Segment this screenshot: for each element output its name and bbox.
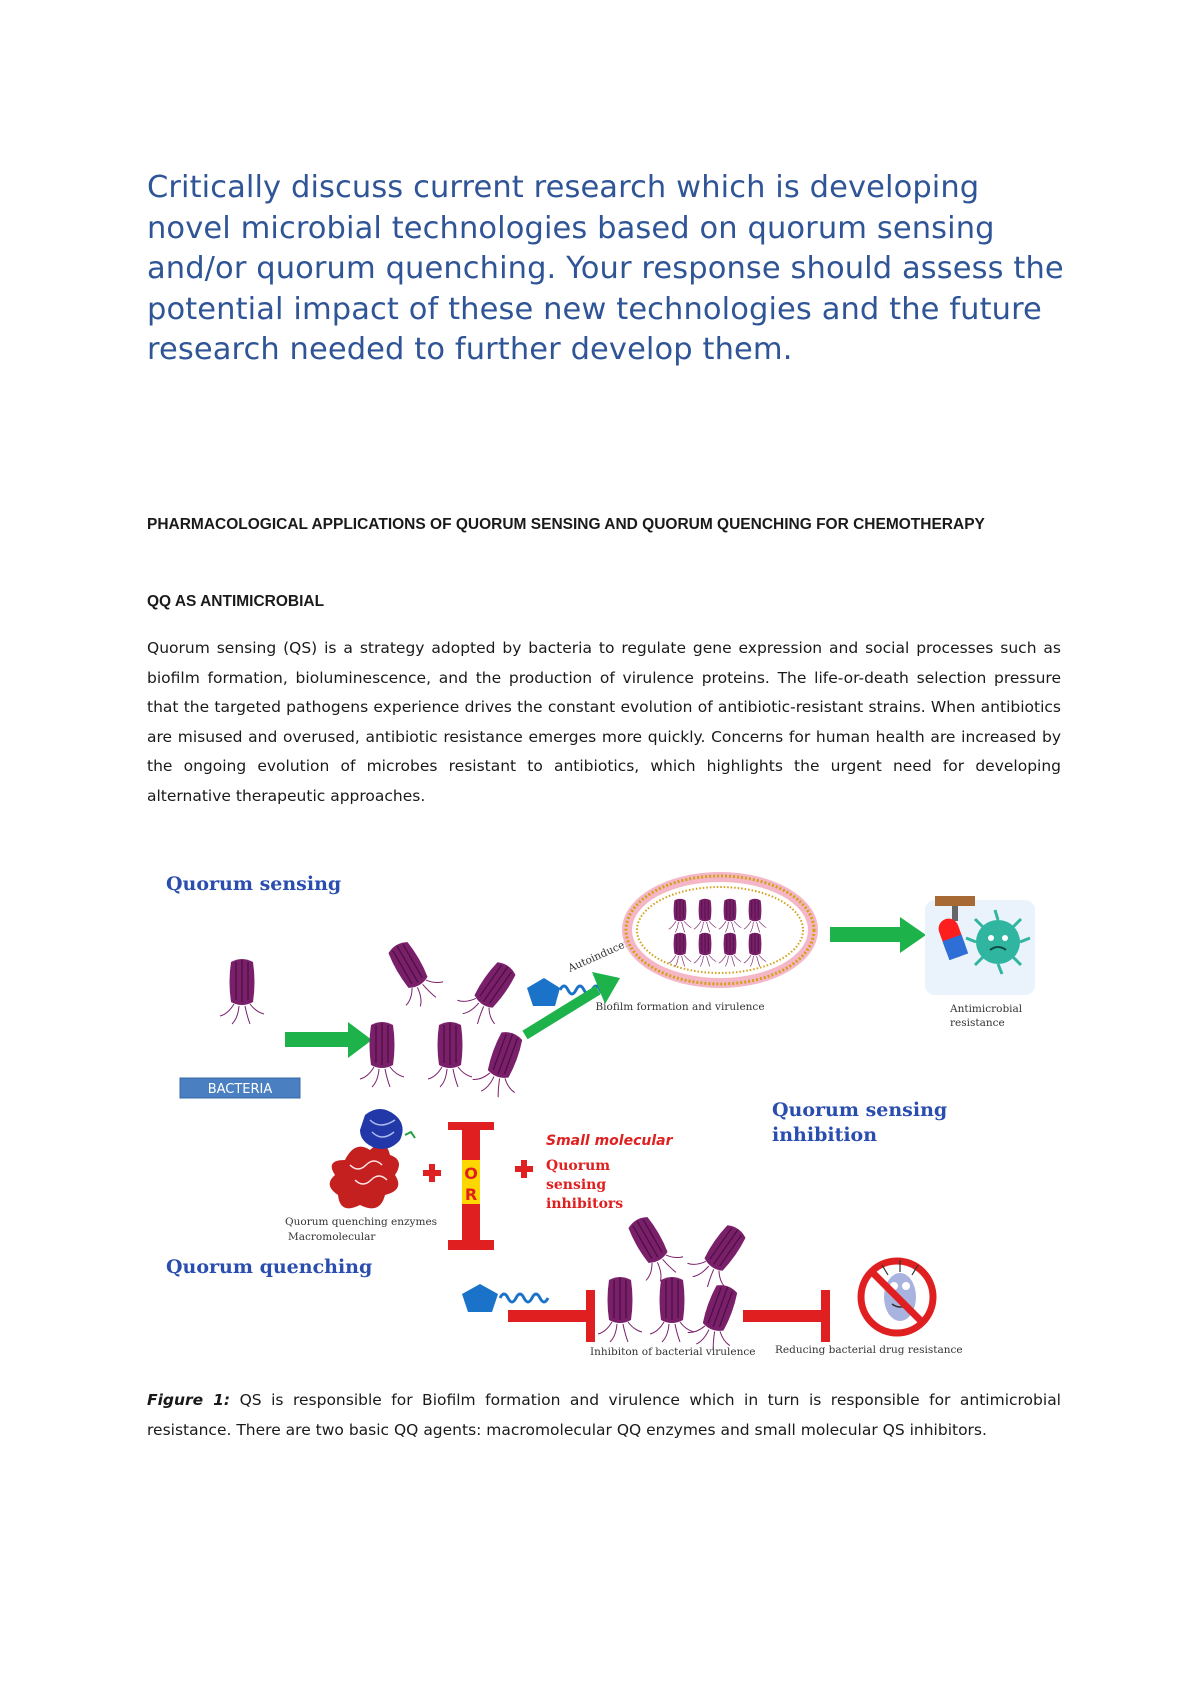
autoinducer-pentagon-icon	[462, 1284, 498, 1312]
reducing-resistance-label: Reducing bacterial drug resistance	[775, 1344, 963, 1356]
inhibition-label: Inhibiton of bacterial virulence	[590, 1346, 756, 1358]
quorum-figure	[150, 860, 1050, 1360]
bacteria-badge-label: BACTERIA	[207, 1082, 273, 1097]
qs-inhibition-title-line2: inhibition	[772, 1124, 878, 1146]
no-bacteria-icon	[861, 1260, 933, 1333]
qs-inhibitors-label-line2: sensing	[546, 1177, 607, 1193]
inhibited-bacteria-cluster-icon	[598, 1209, 756, 1355]
green-arrow-icon	[830, 917, 926, 953]
antimicrobial-resistance-icon	[925, 896, 1035, 995]
subsection-heading: QQ AS ANTIMICROBIAL	[147, 593, 325, 610]
quorum-sensing-title: Quorum sensing	[166, 873, 342, 895]
autoinducer-wave-icon	[500, 1294, 548, 1302]
inhibition-arrow-icon	[743, 1290, 830, 1342]
biofilm-label: Biofilm formation and virulence	[595, 1001, 765, 1013]
bacteria-cluster-icon	[360, 934, 534, 1102]
quorum-quenching-title: Quorum quenching	[166, 1256, 373, 1278]
or-label-o: O	[464, 1164, 478, 1183]
autoinducer-label: Autoinducer	[566, 937, 632, 975]
assignment-question: Critically discuss current research which is developing novel microbial technologies based on quorum sensing and/or quorum quenching. Your response should assess the potential impact of these new technologies and the future research needed to further develop them.	[147, 170, 1064, 368]
autoinducer-pentagon-icon	[527, 978, 560, 1006]
plus-icon	[515, 1160, 533, 1178]
plus-icon	[423, 1164, 441, 1182]
biofilm-icon	[622, 872, 818, 988]
or-label-r: R	[464, 1185, 478, 1204]
enzymes-label-line2: Macromolecular	[288, 1231, 376, 1243]
enzymes-label-line1: Quorum quenching enzymes	[285, 1216, 438, 1228]
qs-inhibitors-label-line3: inhibitors	[546, 1196, 624, 1212]
caption-label: Figure 1:	[147, 1391, 231, 1409]
antimicrobial-label-line2: resistance	[950, 1017, 1005, 1029]
quorum-diagram	[150, 860, 1050, 1360]
section-heading: PHARMACOLOGICAL APPLICATIONS OF QUORUM SENSING AND QUORUM QUENCHING FOR CHEMOTHERAPY	[147, 516, 985, 533]
caption-text: QS is responsible for Biofilm formation and virulence which in turn is responsible for antimicrobial resistance. There are two basic QQ agents: macromolecular QQ enzymes and small molecular QS inhibitors.	[147, 1391, 1061, 1439]
qs-inhibition-title-line1: Quorum sensing	[772, 1099, 948, 1121]
antimicrobial-label-line1: Antimicrobial	[950, 1003, 1023, 1015]
inhibition-arrow-icon	[508, 1290, 595, 1342]
small-molecular-label: Small molecular	[546, 1133, 673, 1149]
green-arrow-icon	[285, 1022, 372, 1058]
intro-paragraph: Quorum sensing (QS) is a strategy adopted by bacteria to regulate gene expression and social processes such as biofilm formation, bioluminescence, and the production of virulence proteins. The life-or-death selection pressure that the targeted pathogens experience drives the constant evolution of antibiotic-resistant strains. When antibiotics are misused and overused, antibiotic resistance emerges more quickly. Concerns for human health are increased by the ongoing evolution of microbes resistant to antibiotics, which highlights the urgent need for developing alternative therapeutic approaches.	[147, 639, 1061, 805]
single-bacterium-icon	[220, 959, 264, 1024]
figure-caption	[147, 1386, 1061, 1445]
quorum-quenching-enzyme-icon	[330, 1109, 415, 1208]
qs-inhibitors-label-line1: Quorum	[546, 1158, 611, 1174]
